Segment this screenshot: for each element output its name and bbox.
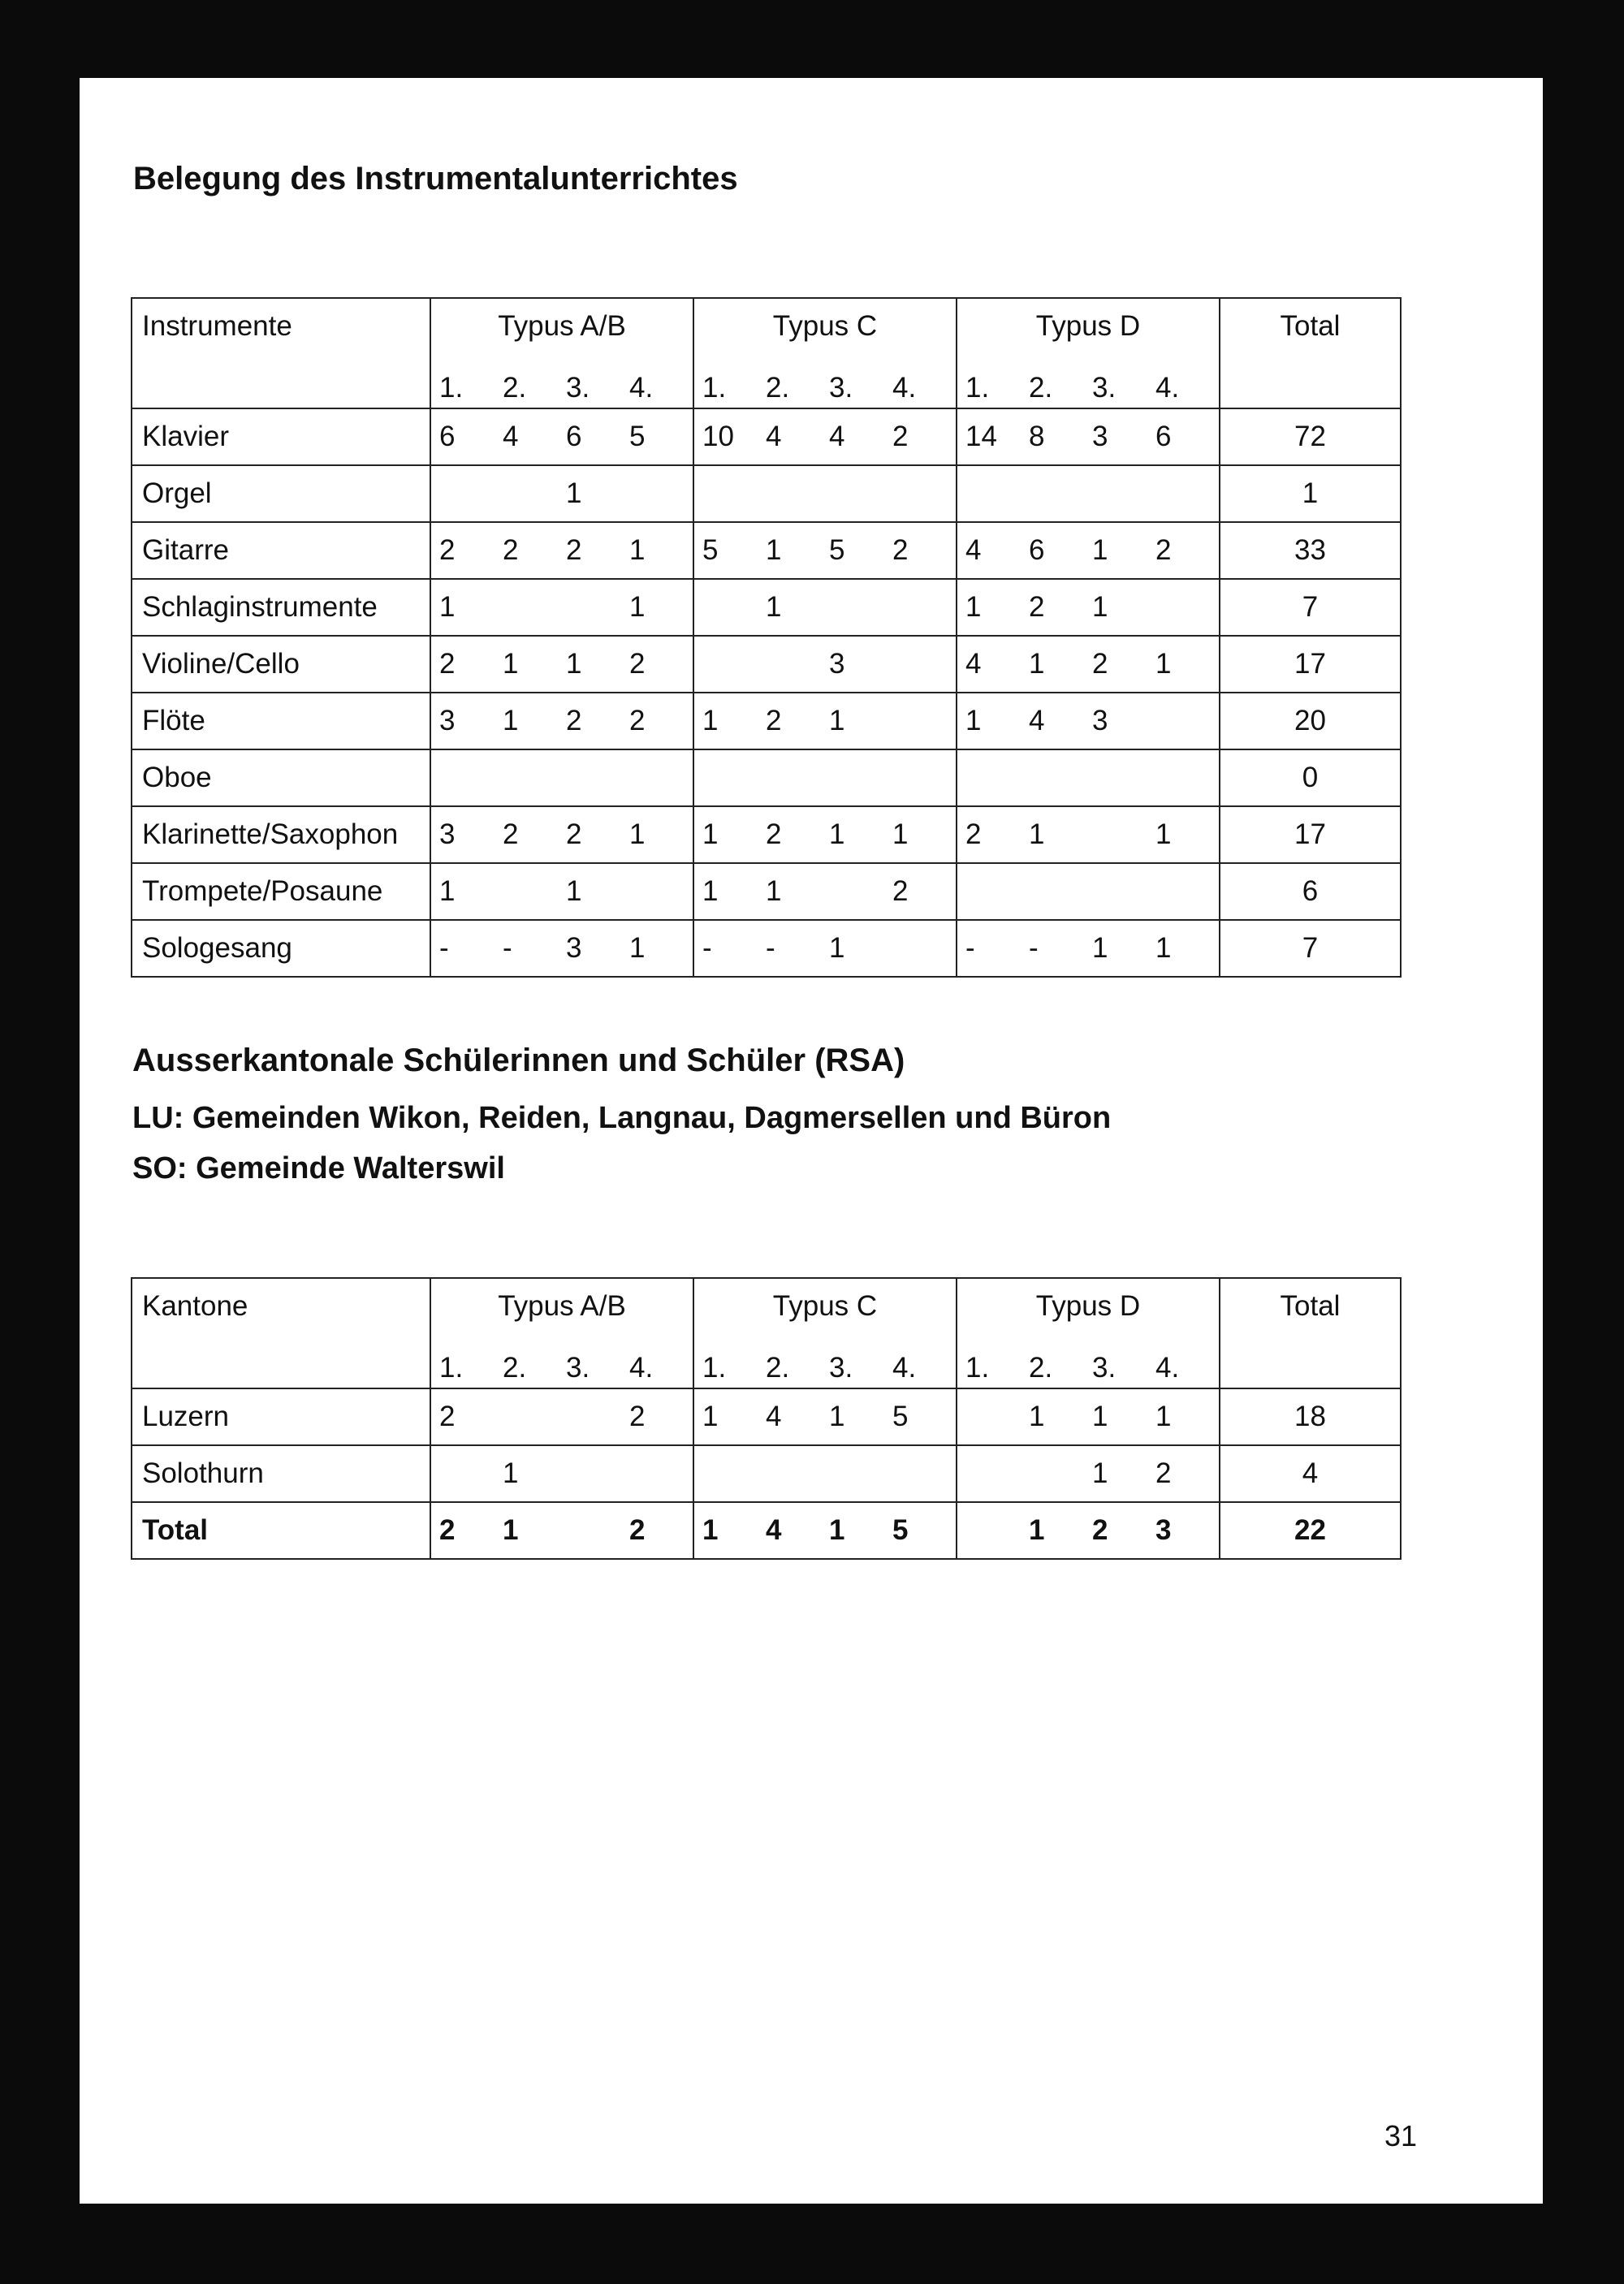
cell-value: 1 <box>702 875 719 907</box>
cell-value: 1 <box>1092 591 1108 623</box>
cell-values <box>957 523 1219 578</box>
table-row <box>132 693 1401 749</box>
sub-labels <box>694 372 956 404</box>
group-cell <box>957 749 1220 806</box>
cell-value: 2 <box>503 534 519 566</box>
cell-values <box>957 921 1219 976</box>
cell-value: 2 <box>965 818 982 850</box>
cell-value: 2 <box>629 648 646 680</box>
cell-value: 6 <box>1155 421 1172 452</box>
cell-values <box>694 1503 956 1558</box>
row-label: Solothurn <box>132 1445 430 1502</box>
cell-value: 6 <box>1029 534 1045 566</box>
cell-value: 1 <box>965 705 982 736</box>
total-header: Total <box>1220 1278 1401 1388</box>
cell-value: 1 <box>1029 648 1045 680</box>
group-header <box>957 298 1220 408</box>
cell-value: 2 <box>629 1401 646 1432</box>
cell-value: 1 <box>829 1514 845 1546</box>
row-label: Gitarre <box>132 522 430 579</box>
cell-value: 1 <box>1092 1401 1108 1432</box>
cell-value: 4 <box>503 421 519 452</box>
sub-labels <box>431 372 693 404</box>
cell-value: 8 <box>1029 421 1045 452</box>
sub-label: 1. <box>439 372 464 404</box>
cell-value: 3 <box>829 648 845 680</box>
group-label: Typus A/B <box>498 310 626 342</box>
cell-value: 5 <box>629 421 646 452</box>
sub-label: 3. <box>566 372 590 404</box>
cell-value: 2 <box>566 818 582 850</box>
table-row <box>132 806 1401 863</box>
group-cell <box>430 1388 693 1445</box>
row-label: Violine/Cello <box>132 636 430 693</box>
cell-value: 1 <box>766 875 782 907</box>
cell-values <box>431 921 693 976</box>
group-cell <box>430 1502 693 1559</box>
group-label: Typus D <box>1035 1290 1141 1322</box>
cell-value: 3 <box>1155 1514 1172 1546</box>
sub-label: 2. <box>1029 372 1053 404</box>
row-label: Oboe <box>132 749 430 806</box>
cell-value: 5 <box>892 1514 909 1546</box>
cell-value: 1 <box>566 648 582 680</box>
cell-value: 4 <box>766 1401 782 1432</box>
cell-value: 6 <box>439 421 456 452</box>
cell-values <box>957 409 1219 464</box>
cell-value: 2 <box>439 648 456 680</box>
cell-values <box>431 1446 693 1501</box>
cell-value: 1 <box>892 818 909 850</box>
cell-value: 2 <box>629 705 646 736</box>
cell-value: - <box>766 932 775 964</box>
cell-value: 14 <box>965 421 997 452</box>
cell-value: 3 <box>439 818 456 850</box>
cell-value: 4 <box>766 1514 782 1546</box>
sub-label: 1. <box>702 372 727 404</box>
sub-label: 4. <box>892 372 917 404</box>
table-row <box>132 579 1401 636</box>
cell-value: 1 <box>503 648 519 680</box>
cell-values <box>431 750 693 805</box>
cell-value: 2 <box>1029 591 1045 623</box>
group-cell <box>693 465 957 522</box>
group-cell <box>957 522 1220 579</box>
sub-labels <box>694 1352 956 1384</box>
group-cell <box>693 806 957 863</box>
cell-values <box>957 693 1219 749</box>
cell-values <box>694 693 956 749</box>
cell-values <box>694 864 956 919</box>
sub-label: 4. <box>1155 1352 1180 1384</box>
cell-values <box>431 409 693 464</box>
group-cell <box>957 636 1220 693</box>
group-cell <box>693 693 957 749</box>
row-total: 1 <box>1220 465 1401 522</box>
cell-value: 3 <box>439 705 456 736</box>
sub-label: 2. <box>503 1352 527 1384</box>
cell-values <box>957 1503 1219 1558</box>
group-cell <box>430 863 693 920</box>
cell-value: 5 <box>892 1401 909 1432</box>
cell-value: 2 <box>439 1401 456 1432</box>
cell-values <box>694 921 956 976</box>
cell-value: 1 <box>829 818 845 850</box>
cell-value: 5 <box>829 534 845 566</box>
table2-title: Ausserkantonale Schülerinnen und Schüler (RSA) <box>132 1043 905 1078</box>
row-total: 7 <box>1220 920 1401 977</box>
sub-label: 2. <box>503 372 527 404</box>
table-row <box>132 920 1401 977</box>
group-cell <box>430 408 693 465</box>
sub-label: 4. <box>892 1352 917 1384</box>
cell-values <box>431 637 693 692</box>
cell-value: 2 <box>892 875 909 907</box>
cell-value: 1 <box>702 1514 719 1546</box>
group-cell <box>693 636 957 693</box>
sub-label: 1. <box>965 1352 990 1384</box>
cell-value: 2 <box>566 705 582 736</box>
cell-value: 4 <box>1029 705 1045 736</box>
cell-values <box>694 580 956 635</box>
cell-value: 1 <box>766 534 782 566</box>
cell-values <box>694 1446 956 1501</box>
group-cell <box>430 806 693 863</box>
cell-value: 1 <box>965 591 982 623</box>
cell-value: 1 <box>829 705 845 736</box>
group-cell <box>957 863 1220 920</box>
cell-values <box>431 1389 693 1444</box>
row-total: 6 <box>1220 863 1401 920</box>
cell-value: 1 <box>1155 932 1172 964</box>
table-row <box>132 749 1401 806</box>
row-label: Klavier <box>132 408 430 465</box>
cell-value: 10 <box>702 421 734 452</box>
cell-value: 3 <box>1092 421 1108 452</box>
group-label: Typus A/B <box>498 1290 626 1322</box>
cell-value: 6 <box>566 421 582 452</box>
table-row <box>132 522 1401 579</box>
table-row <box>132 1388 1401 1445</box>
row-total: 17 <box>1220 806 1401 863</box>
cell-values <box>957 1446 1219 1501</box>
cell-values <box>694 750 956 805</box>
cell-values <box>957 637 1219 692</box>
cell-value: 1 <box>629 591 646 623</box>
header-row <box>132 1278 1401 1388</box>
sub-label: 4. <box>629 1352 654 1384</box>
cell-values <box>431 466 693 521</box>
row-label: Sologesang <box>132 920 430 977</box>
table1-title: Belegung des Instrumentalunterrichtes <box>133 161 738 196</box>
cell-value: 1 <box>503 1514 519 1546</box>
table-row <box>132 1445 1401 1502</box>
group-cell <box>693 749 957 806</box>
page-number: 31 <box>1384 2119 1418 2152</box>
cell-values <box>431 523 693 578</box>
group-header <box>430 1278 693 1388</box>
group-cell <box>693 1502 957 1559</box>
table-row <box>132 1502 1401 1559</box>
group-cell <box>430 522 693 579</box>
sub-label: 1. <box>702 1352 727 1384</box>
row-total: 4 <box>1220 1445 1401 1502</box>
total-header: Total <box>1220 298 1401 408</box>
row-total: 17 <box>1220 636 1401 693</box>
cell-values <box>694 523 956 578</box>
group-cell <box>693 579 957 636</box>
cell-values <box>957 580 1219 635</box>
cell-values <box>431 580 693 635</box>
cell-value: 2 <box>766 818 782 850</box>
cell-value: 1 <box>503 705 519 736</box>
group-cell <box>957 579 1220 636</box>
cell-value: 5 <box>702 534 719 566</box>
group-cell <box>430 579 693 636</box>
cell-value: 1 <box>1155 818 1172 850</box>
group-header <box>693 298 957 408</box>
group-cell <box>430 465 693 522</box>
cell-value: 2 <box>892 534 909 566</box>
cell-value: 1 <box>629 818 646 850</box>
cell-values <box>957 1389 1219 1444</box>
cell-value: 1 <box>829 1401 845 1432</box>
cell-value: 1 <box>829 932 845 964</box>
canton-table <box>131 1277 1402 1560</box>
table2-subtitle-so: SO: Gemeinde Walterswil <box>132 1151 505 1185</box>
cell-value: - <box>439 932 449 964</box>
sub-label: 2. <box>766 372 790 404</box>
header-row <box>132 298 1401 408</box>
table-row <box>132 636 1401 693</box>
group-header <box>430 298 693 408</box>
cell-values <box>694 807 956 862</box>
cell-value: 4 <box>965 534 982 566</box>
cell-value: 2 <box>439 1514 456 1546</box>
row-total: 0 <box>1220 749 1401 806</box>
row-label: Flöte <box>132 693 430 749</box>
group-cell <box>693 1445 957 1502</box>
group-cell <box>957 1388 1220 1445</box>
group-cell <box>957 920 1220 977</box>
cell-values <box>431 1503 693 1558</box>
cell-value: 1 <box>629 932 646 964</box>
row-total: 18 <box>1220 1388 1401 1445</box>
row-label: Klarinette/Saxophon <box>132 806 430 863</box>
cell-value: 4 <box>829 421 845 452</box>
sub-labels <box>957 1352 1219 1384</box>
group-cell <box>430 636 693 693</box>
cell-values <box>957 807 1219 862</box>
cell-value: 1 <box>1155 648 1172 680</box>
sub-label: 4. <box>629 372 654 404</box>
cell-value: 2 <box>1155 1457 1172 1489</box>
group-cell <box>430 1445 693 1502</box>
group-label: Typus C <box>772 310 878 342</box>
table2-subtitle-lu: LU: Gemeinden Wikon, Reiden, Langnau, Dagmersellen und Büron <box>132 1101 1112 1135</box>
cell-value: 1 <box>629 534 646 566</box>
cell-values <box>694 637 956 692</box>
group-header <box>957 1278 1220 1388</box>
sub-label: 2. <box>766 1352 790 1384</box>
group-cell <box>693 920 957 977</box>
table-row <box>132 465 1401 522</box>
table-row <box>132 408 1401 465</box>
cell-value: 4 <box>965 648 982 680</box>
group-cell <box>693 863 957 920</box>
cell-value: 1 <box>566 875 582 907</box>
sub-label: 3. <box>829 372 853 404</box>
group-cell <box>957 465 1220 522</box>
row-label: Trompete/Posaune <box>132 863 430 920</box>
cell-value: 2 <box>629 1514 646 1546</box>
group-cell <box>957 806 1220 863</box>
group-cell <box>430 920 693 977</box>
row-label: Luzern <box>132 1388 430 1445</box>
cell-value: 2 <box>439 534 456 566</box>
cell-value: 2 <box>892 421 909 452</box>
cell-value: 3 <box>566 932 582 964</box>
cell-value: 1 <box>1092 1457 1108 1489</box>
cell-value: 1 <box>439 591 456 623</box>
cell-value: - <box>1029 932 1039 964</box>
row-total: 22 <box>1220 1502 1401 1559</box>
row-total: 7 <box>1220 579 1401 636</box>
cell-value: 1 <box>1029 1514 1045 1546</box>
instrument-table <box>131 297 1402 978</box>
cell-value: 2 <box>1155 534 1172 566</box>
sub-label: 1. <box>439 1352 464 1384</box>
label-header: Instrumente <box>132 298 430 408</box>
cell-values <box>957 750 1219 805</box>
cell-value: 2 <box>766 705 782 736</box>
cell-value: 1 <box>1092 534 1108 566</box>
group-cell <box>693 1388 957 1445</box>
group-label: Typus C <box>772 1290 878 1322</box>
cell-value: - <box>702 932 712 964</box>
cell-value: 1 <box>1029 1401 1045 1432</box>
group-cell <box>957 1445 1220 1502</box>
cell-value: 1 <box>566 477 582 509</box>
cell-value: 2 <box>1092 648 1108 680</box>
group-cell <box>430 749 693 806</box>
row-label: Schlaginstrumente <box>132 579 430 636</box>
sub-label: 3. <box>829 1352 853 1384</box>
cell-value: 3 <box>1092 705 1108 736</box>
cell-value: 1 <box>702 705 719 736</box>
sub-labels <box>431 1352 693 1384</box>
group-cell <box>957 408 1220 465</box>
table-row <box>132 863 1401 920</box>
cell-values <box>694 466 956 521</box>
sub-label: 1. <box>965 372 990 404</box>
label-header: Kantone <box>132 1278 430 1388</box>
cell-value: 2 <box>503 818 519 850</box>
cell-value: 1 <box>503 1457 519 1489</box>
row-label: Total <box>132 1502 430 1559</box>
sub-labels <box>957 372 1219 404</box>
cell-value: 1 <box>1155 1401 1172 1432</box>
cell-value: - <box>503 932 512 964</box>
sub-label: 3. <box>1092 372 1116 404</box>
cell-value: 1 <box>702 818 719 850</box>
cell-value: 1 <box>1029 818 1045 850</box>
cell-value: 2 <box>566 534 582 566</box>
cell-values <box>957 466 1219 521</box>
sub-label: 3. <box>566 1352 590 1384</box>
cell-values <box>957 864 1219 919</box>
group-cell <box>430 693 693 749</box>
cell-value: 1 <box>439 875 456 907</box>
cell-values <box>431 807 693 862</box>
cell-value: 4 <box>766 421 782 452</box>
sub-label: 4. <box>1155 372 1180 404</box>
cell-values <box>694 409 956 464</box>
group-cell <box>957 693 1220 749</box>
cell-value: - <box>965 932 975 964</box>
group-cell <box>693 522 957 579</box>
group-cell <box>693 408 957 465</box>
sub-label: 3. <box>1092 1352 1116 1384</box>
cell-value: 2 <box>1092 1514 1108 1546</box>
cell-value: 1 <box>702 1401 719 1432</box>
cell-values <box>694 1389 956 1444</box>
row-total: 72 <box>1220 408 1401 465</box>
sub-label: 2. <box>1029 1352 1053 1384</box>
group-cell <box>957 1502 1220 1559</box>
group-label: Typus D <box>1035 310 1141 342</box>
cell-values <box>431 864 693 919</box>
row-total: 33 <box>1220 522 1401 579</box>
row-total: 20 <box>1220 693 1401 749</box>
cell-value: 1 <box>1092 932 1108 964</box>
cell-values <box>431 693 693 749</box>
row-label: Orgel <box>132 465 430 522</box>
group-header <box>693 1278 957 1388</box>
cell-value: 1 <box>766 591 782 623</box>
